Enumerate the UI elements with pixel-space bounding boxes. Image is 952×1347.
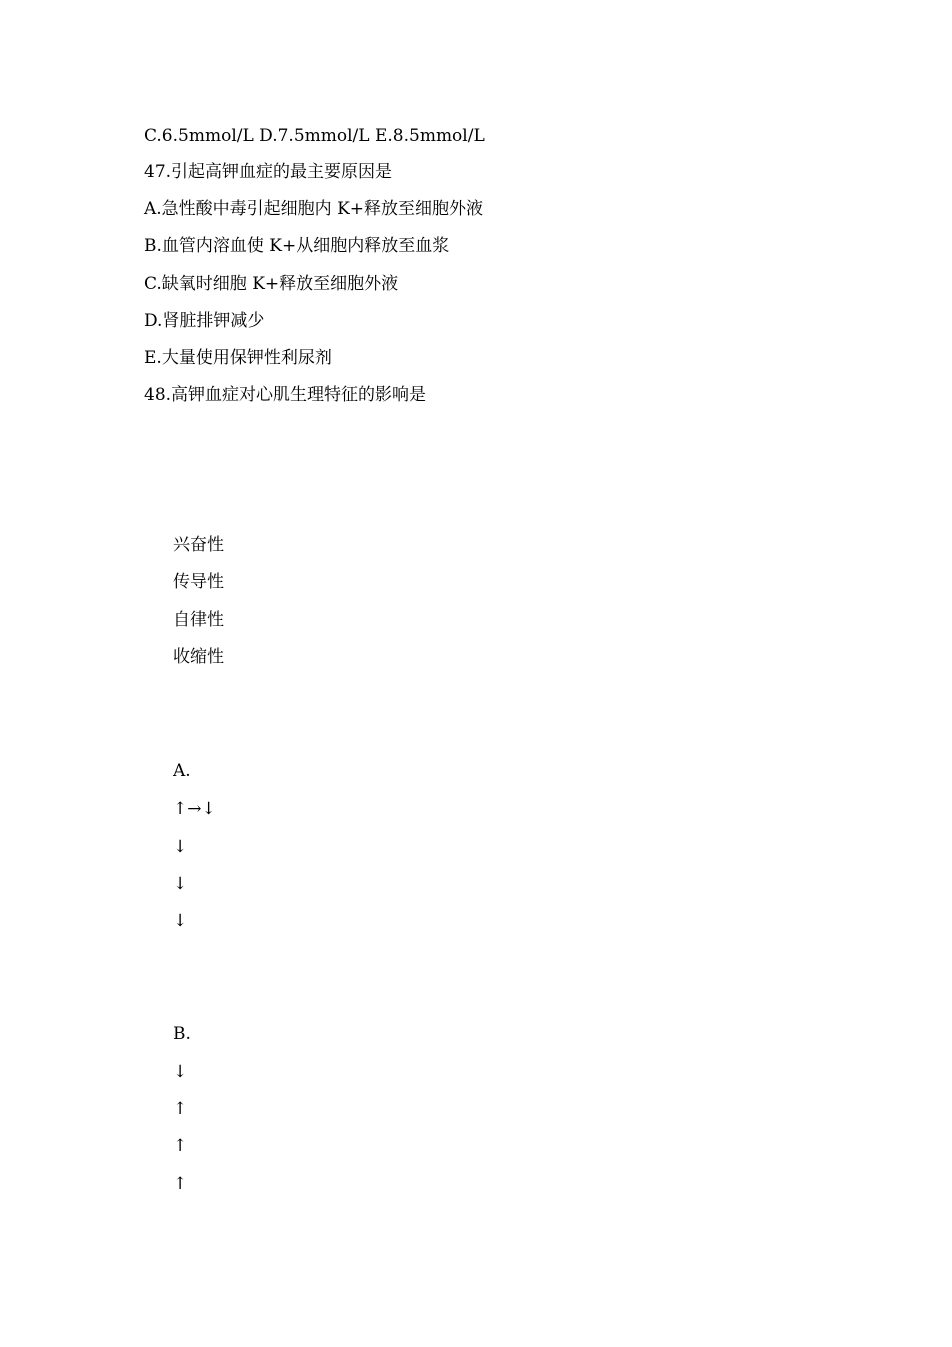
q48-header-conductivity: 传导性 bbox=[173, 572, 224, 592]
q47-option-b: B.血管内溶血使 K+从细胞内释放至血浆 bbox=[144, 236, 450, 256]
q48-option-b-value-1: ↓ bbox=[173, 1062, 188, 1082]
q48-stem: 48.高钾血症对心肌生理特征的影响是 bbox=[144, 385, 427, 405]
q48-header-excitability: 兴奋性 bbox=[173, 535, 224, 555]
q48-option-a-label: A. bbox=[173, 761, 191, 781]
q48-option-a-value-4: ↓ bbox=[173, 911, 188, 931]
q47-option-a: A.急性酸中毒引起细胞内 K+释放至细胞外液 bbox=[144, 199, 484, 219]
q48-option-b-value-4: ↑ bbox=[173, 1174, 188, 1194]
q47-option-d: D.肾脏排钾减少 bbox=[144, 311, 265, 331]
q48-option-a-value-3: ↓ bbox=[173, 874, 188, 894]
q48-option-a-value-1: ↑→↓ bbox=[173, 799, 216, 819]
q48-option-b-value-2: ↑ bbox=[173, 1099, 188, 1119]
q48-option-b-value-3: ↑ bbox=[173, 1136, 188, 1156]
q47-option-c: C.缺氧时细胞 K+释放至细胞外液 bbox=[144, 274, 399, 294]
q47-stem: 47.引起高钾血症的最主要原因是 bbox=[144, 162, 393, 182]
q48-header-automaticity: 自律性 bbox=[173, 610, 224, 630]
q46-options-line: C.6.5mmol/L D.7.5mmol/L E.8.5mmol/L bbox=[144, 126, 485, 146]
q47-option-e: E.大量使用保钾性利尿剂 bbox=[144, 348, 332, 368]
q48-option-b-label: B. bbox=[173, 1024, 191, 1044]
q48-header-contractility: 收缩性 bbox=[173, 647, 224, 667]
q48-option-a-value-2: ↓ bbox=[173, 837, 188, 857]
